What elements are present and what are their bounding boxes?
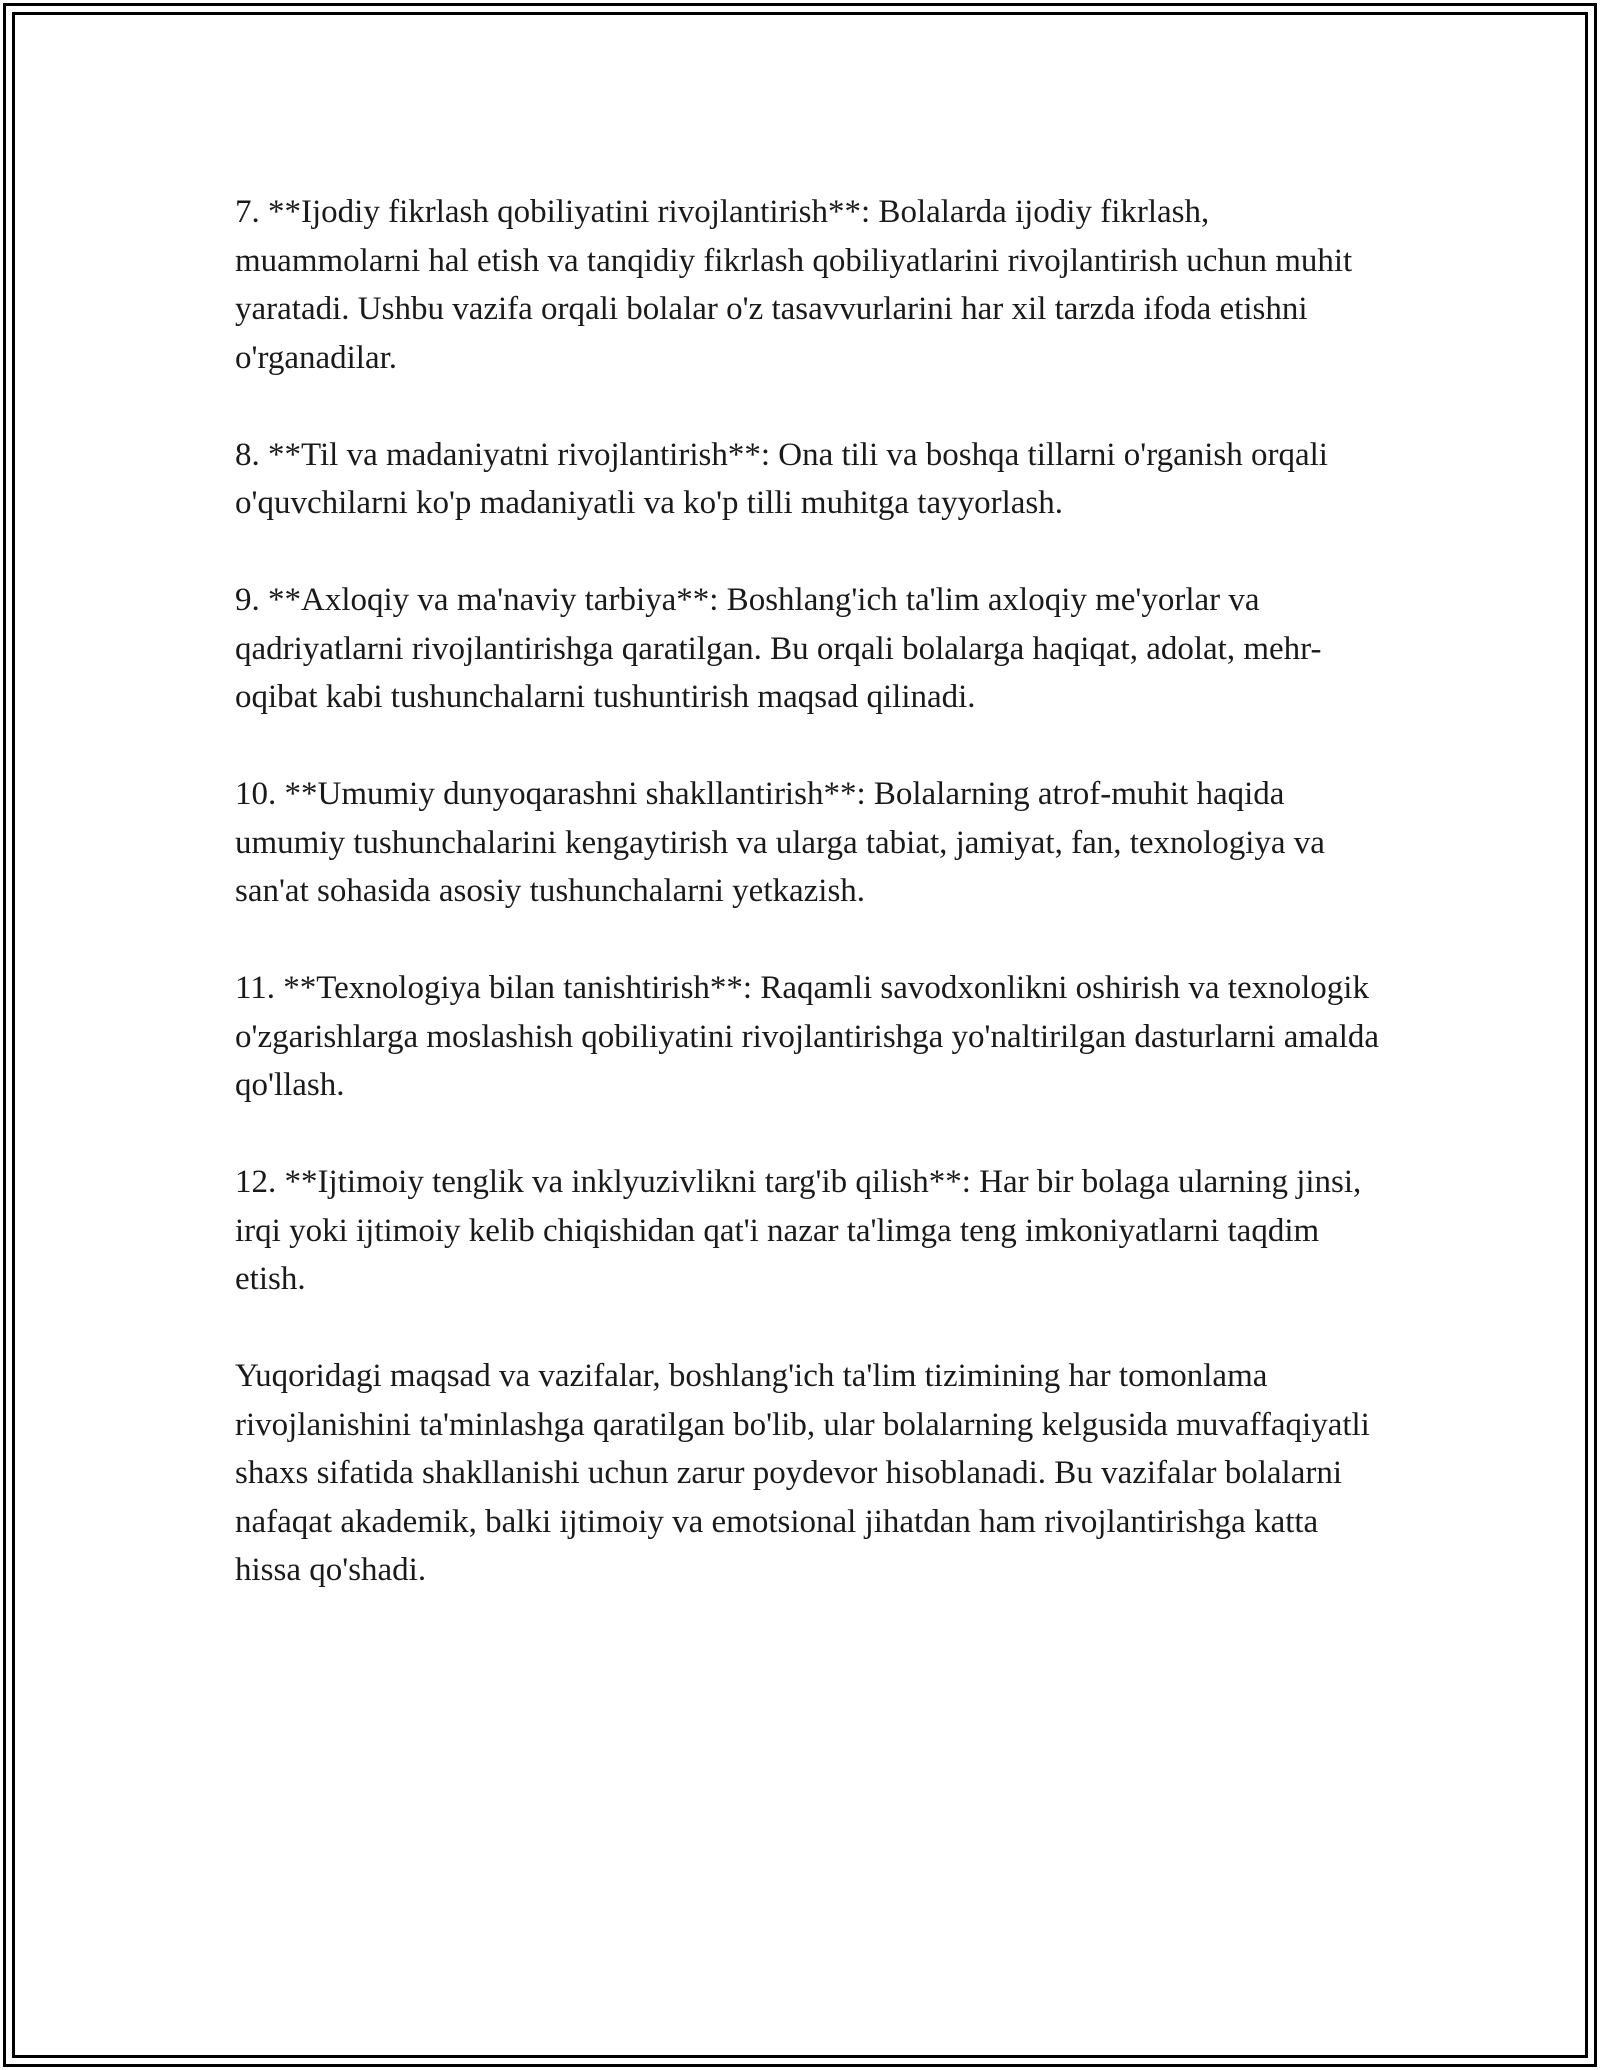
paragraph-item-9: 9. **Axloqiy va ma'naviy tarbiya**: Boshlang'ich ta'lim axloqiy me'yorlar va qadriyatlarni rivojlantirishga qaratilgan. Bu orqali bolalarga haqiqat, adolat, mehr-oqibat kabi tushunchalarni tushuntirish maqsad qilinadi. <box>235 582 1322 715</box>
paragraph-conclusion: Yuqoridagi maqsad va vazifalar, boshlang'ich ta'lim tizimining har tomonlama rivojlanishini ta'minlashga qaratilgan bo'lib, ular bolalarning kelgusida muvaffaqiyatli shaxs sifatida shakllanishi uchun zarur poydevor hisoblanadi. Bu vazifalar bolalarni nafaqat akademik, balki ijtimoiy va emotsional jihatdan ham rivojlantirishga katta hissa qo'shadi. <box>235 1358 1370 1588</box>
paragraph-item-10: 10. **Umumiy dunyoqarashni shakllantirish**: Bolalarning atrof-muhit haqida umumiy tushunchalarini kengaytirish va ularga tabiat, jamiyat, fan, texnologiya va san'at sohasida asosiy tushunchalarni yetkazish. <box>235 776 1325 909</box>
paragraph-item-7: 7. **Ijodiy fikrlash qobiliyatini rivojlantirish**: Bolalarda ijodiy fikrlash, muammolarni hal etish va tanqidiy fikrlash qobiliyatlarini rivojlantirish uchun muhit yaratadi. Ushbu vazifa orqali bolalar o'z tasavvurlarini har xil tarzda ifoda etishni o'rganadilar. <box>235 194 1353 376</box>
paragraph-item-11: 11. **Texnologiya bilan tanishtirish**: Raqamli savodxonlikni oshirish va texnologik o'zgarishlarga moslashish qobiliyatini rivojlantirishga yo'naltirilgan dasturlarni amalda qo'llash. <box>235 970 1380 1103</box>
paragraph-item-12: 12. **Ijtimoiy tenglik va inklyuzivlikni targ'ib qilish**: Har bir bolaga ularning jinsi, irqi yoki ijtimoiy kelib chiqishidan qat'i nazar ta'limga teng imkoniyatlarni taqdim etish. <box>235 1164 1362 1297</box>
document-body <box>235 188 1385 1595</box>
paragraph-item-8: 8. **Til va madaniyatni rivojlantirish**: Ona tili va boshqa tillarni o'rganish orqali o'quvchilarni ko'p madaniyatli va ko'p tilli muhitga tayyorlash. <box>235 436 1328 521</box>
